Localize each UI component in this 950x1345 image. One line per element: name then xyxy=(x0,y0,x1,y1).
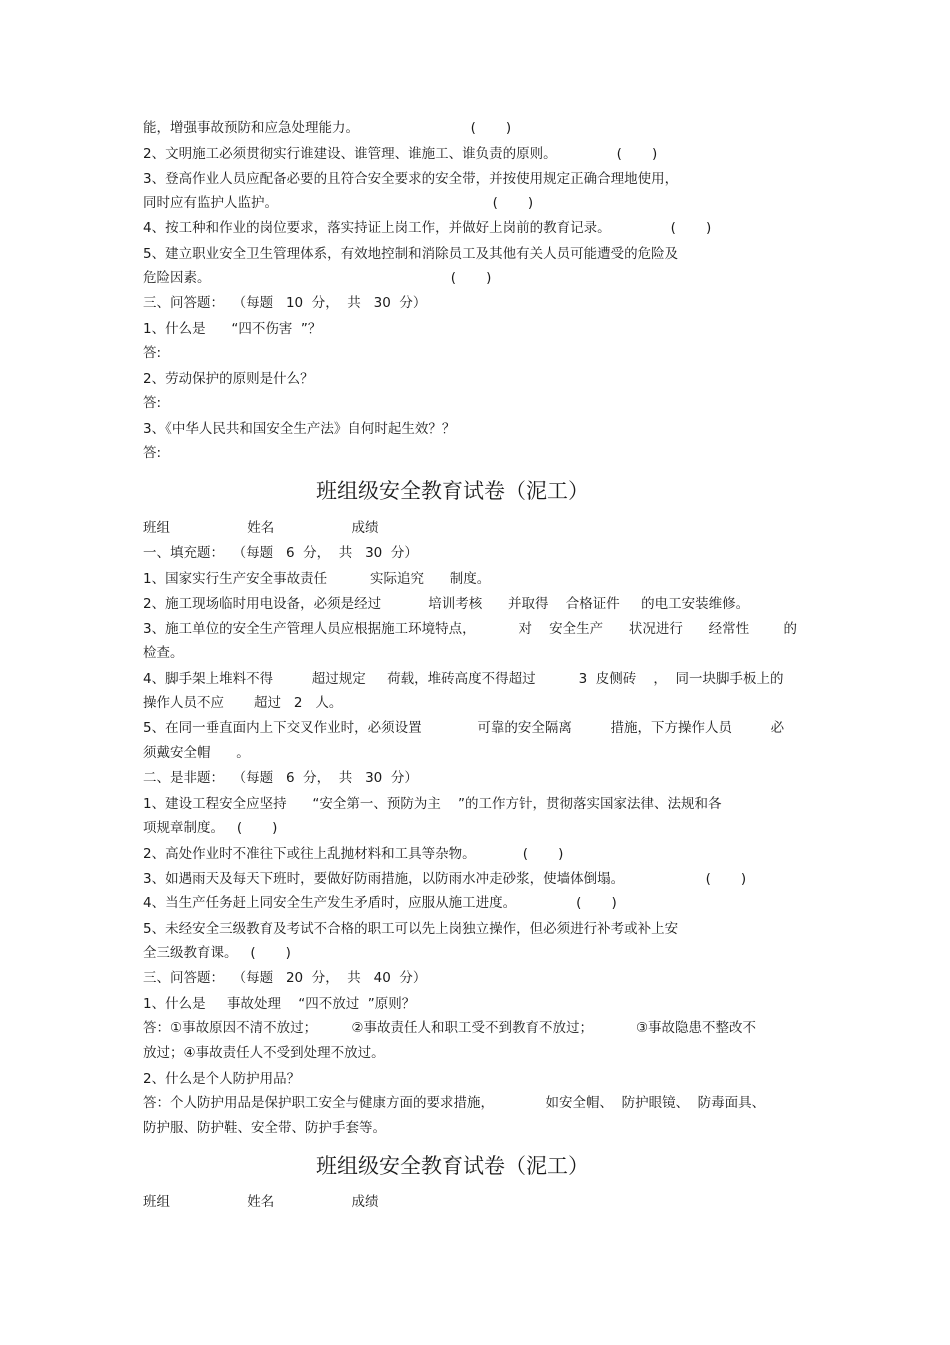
answer-label: 答: xyxy=(143,395,162,411)
text-line: 4、脚手架上堆料不得 超过规定 荷载，堆砖高度不得超过 3 皮侧砖 ， 同一块脚手板上的 xyxy=(143,671,784,687)
text-line: 操作人员不应 超过 2 人。 xyxy=(143,695,343,711)
exam-title: 班组级安全教育试卷（泥工） xyxy=(316,479,589,503)
text-line: 3、登高作业人员应配备必要的且符合安全要求的安全带，并按使用规定正确合理地使用， xyxy=(143,171,679,187)
text-line: 4、当生产任务赶上同安全生产发生矛盾时，应服从施工进度。 ( ) xyxy=(143,895,617,911)
header-fields: 班组 姓名 成绩 xyxy=(143,520,379,536)
text-line: 2、劳动保护的原则是什么？ xyxy=(143,371,314,387)
text-line: 5、建立职业安全卫生管理体系，有效地控制和消除员工及其他有关人员可能遭受的危险及 xyxy=(143,246,679,262)
text-line: 全三级教育课。 ( ) xyxy=(143,945,291,961)
answer-label: 答: xyxy=(143,445,162,461)
exam-title: 班组级安全教育试卷（泥工） xyxy=(316,1154,589,1178)
text-line: 1、建设工程安全应坚持 “安全第一、预防为主 ”的工作方针，贯彻落实国家法律、法规和各 xyxy=(143,796,722,812)
text-line: 2、什么是个人防护用品？ xyxy=(143,1071,301,1087)
text-line: 检查。 xyxy=(143,645,184,661)
text-line: 同时应有监护人监护。 ( ) xyxy=(143,195,534,211)
text-line: 1、什么是 “四不伤害 ”？ xyxy=(143,321,322,337)
answer-label: 答: xyxy=(143,345,162,361)
answer-line: 防护服、防护鞋、安全带、防护手套等。 xyxy=(143,1120,386,1136)
text-line: 能，增强事故预防和应急处理能力。 ( ) xyxy=(143,120,512,136)
section-heading: 三、问答题： （每题 20 分， 共 40 分） xyxy=(143,970,427,986)
answer-line: 答：个人防护用品是保护职工安全与健康方面的要求措施， 如安全帽、 防护眼镜、 防毒面具、 xyxy=(143,1095,766,1111)
text-line: 2、高处作业时不准往下或往上乱抛材料和工具等杂物。 ( ) xyxy=(143,846,564,862)
text-line: 5、未经安全三级教育及考试不合格的职工可以先上岗独立操作，但必须进行补考或补上安 xyxy=(143,921,679,937)
text-line: 1、国家实行生产安全事故责任 实际追究 制度。 xyxy=(143,571,491,587)
answer-line: 放过；④事故责任人不受到处理不放过。 xyxy=(143,1045,385,1061)
text-line: 3、如遇雨天及每天下班时，要做好防雨措施，以防雨水冲走砂浆，使墙体倒塌。 ( ) xyxy=(143,871,747,887)
text-line: 3、《中华人民共和国安全生产法》自何时起生效？？ xyxy=(143,421,456,437)
section-heading: 二、是非题： （每题 6 分， 共 30 分） xyxy=(143,770,418,786)
text-line: 2、文明施工必须贯彻实行谁建设、谁管理、谁施工、谁负责的原则。 ( ) xyxy=(143,146,658,162)
text-line: 4、按工种和作业的岗位要求，落实持证上岗工作，并做好上岗前的教育记录。 ( ) xyxy=(143,220,712,236)
section-heading: 一、填充题： （每题 6 分， 共 30 分） xyxy=(143,545,418,561)
text-line: 危险因素。 ( ) xyxy=(143,270,492,286)
text-line: 须戴安全帽 。 xyxy=(143,745,250,761)
header-fields: 班组 姓名 成绩 xyxy=(143,1194,379,1210)
text-line: 5、在同一垂直面内上下交叉作业时，必须设置 可靠的安全隔离 措施，下方操作人员 必 xyxy=(143,720,785,736)
section-heading: 三、问答题： （每题 10 分， 共 30 分） xyxy=(143,295,427,311)
answer-line: 答：①事故原因不清不放过； ②事故责任人和职工受不到教育不放过； ③事故隐患不整改不 xyxy=(143,1020,757,1036)
text-line: 1、什么是 事故处理 “四不放过 ”原则？ xyxy=(143,996,416,1012)
text-line: 3、施工单位的安全生产管理人员应根据施工环境特点， 对 安全生产 状况进行 经常性 的 xyxy=(143,621,797,637)
text-line: 项规章制度。 ( ) xyxy=(143,820,278,836)
text-line: 2、施工现场临时用电设备，必须是经过 培训考核 并取得 合格证件 的电工安装维修。 xyxy=(143,596,750,612)
